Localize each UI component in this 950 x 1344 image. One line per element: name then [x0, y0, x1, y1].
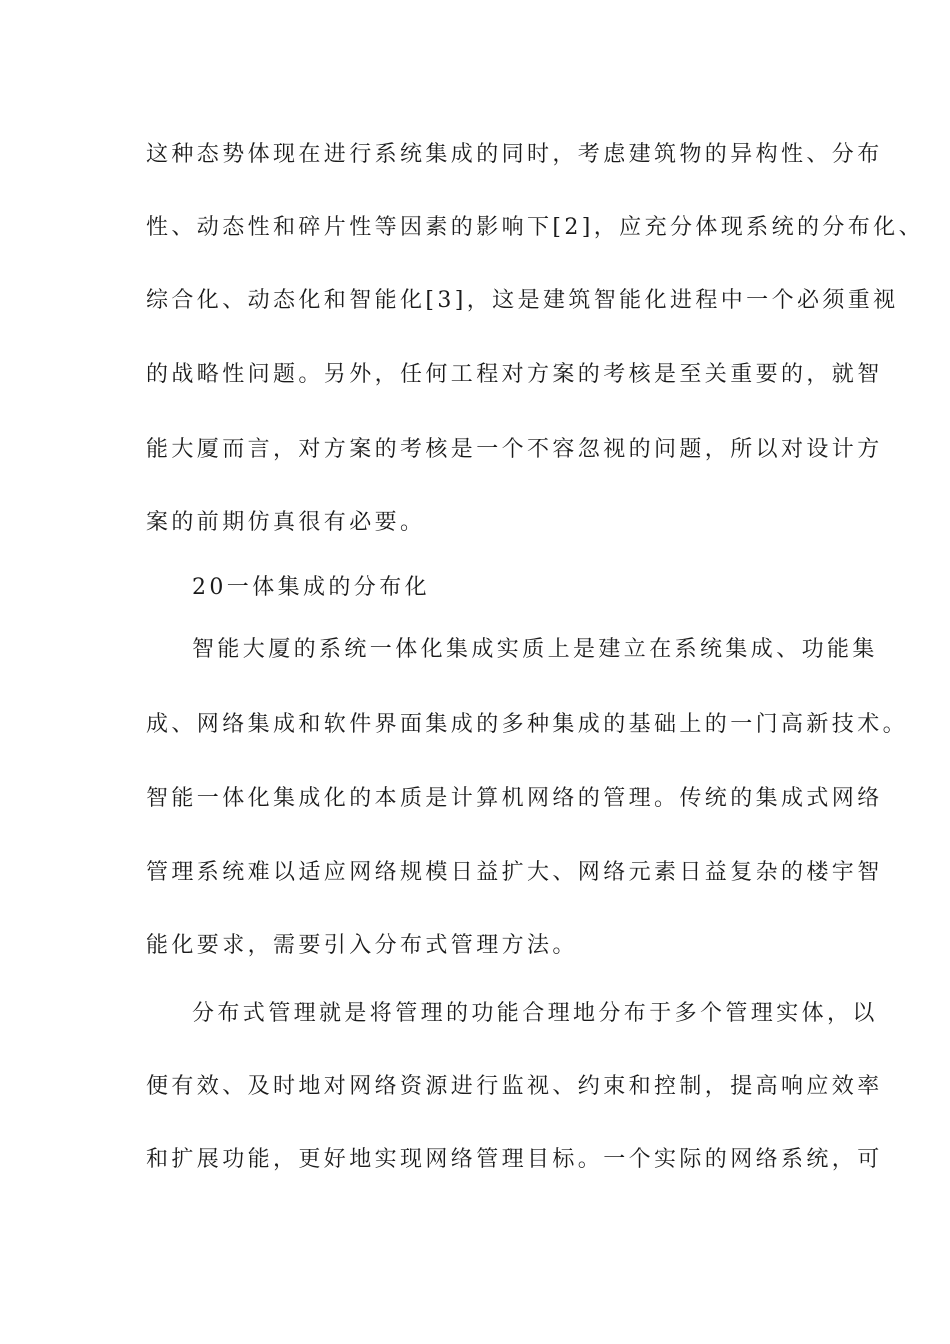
- paragraph-2-line-2: 成、网络集成和软件界面集成的多种集成的基础上的一门高新技术。: [146, 712, 909, 737]
- paragraph-3-line-2: 便有效、及时地对网络资源进行监视、约束和控制，提高响应效率: [146, 1074, 883, 1099]
- paragraph-2-line-3: 智能一体化集成化的本质是计算机网络的管理。传统的集成式网络: [146, 786, 883, 811]
- paragraph-1-line-5: 能大厦而言，对方案的考核是一个不容忽视的问题，所以对设计方: [146, 437, 883, 462]
- paragraph-1-line-6: 案的前期仿真很有必要。: [146, 510, 426, 535]
- paragraph-3-line-3: 和扩展功能，更好地实现网络管理目标。一个实际的网络系统，可: [146, 1147, 883, 1172]
- paragraph-3-line-1: 分布式管理就是将管理的功能合理地分布于多个管理实体，以: [192, 1001, 878, 1026]
- paragraph-2-line-5: 能化要求，需要引入分布式管理方法。: [146, 933, 578, 958]
- paragraph-1-line-1: 这种态势体现在进行系统集成的同时，考虑建筑物的异构性、分布: [146, 142, 883, 167]
- paragraph-2-line-4: 管理系统难以适应网络规模日益扩大、网络元素日益复杂的楼宇智: [146, 860, 883, 885]
- paragraph-2-line-1: 智能大厦的系统一体化集成实质上是建立在系统集成、功能集: [192, 637, 878, 662]
- section-heading: 20一体集成的分布化: [192, 575, 430, 600]
- paragraph-1-line-3: 综合化、动态化和智能化[3]，这是建筑智能化进程中一个必须重视: [146, 288, 899, 313]
- paragraph-1-line-4: 的战略性问题。另外，任何工程对方案的考核是至关重要的，就智: [146, 362, 883, 387]
- paragraph-1-line-2: 性、动态性和碎片性等因素的影响下[2]，应充分体现系统的分布化、: [146, 215, 924, 240]
